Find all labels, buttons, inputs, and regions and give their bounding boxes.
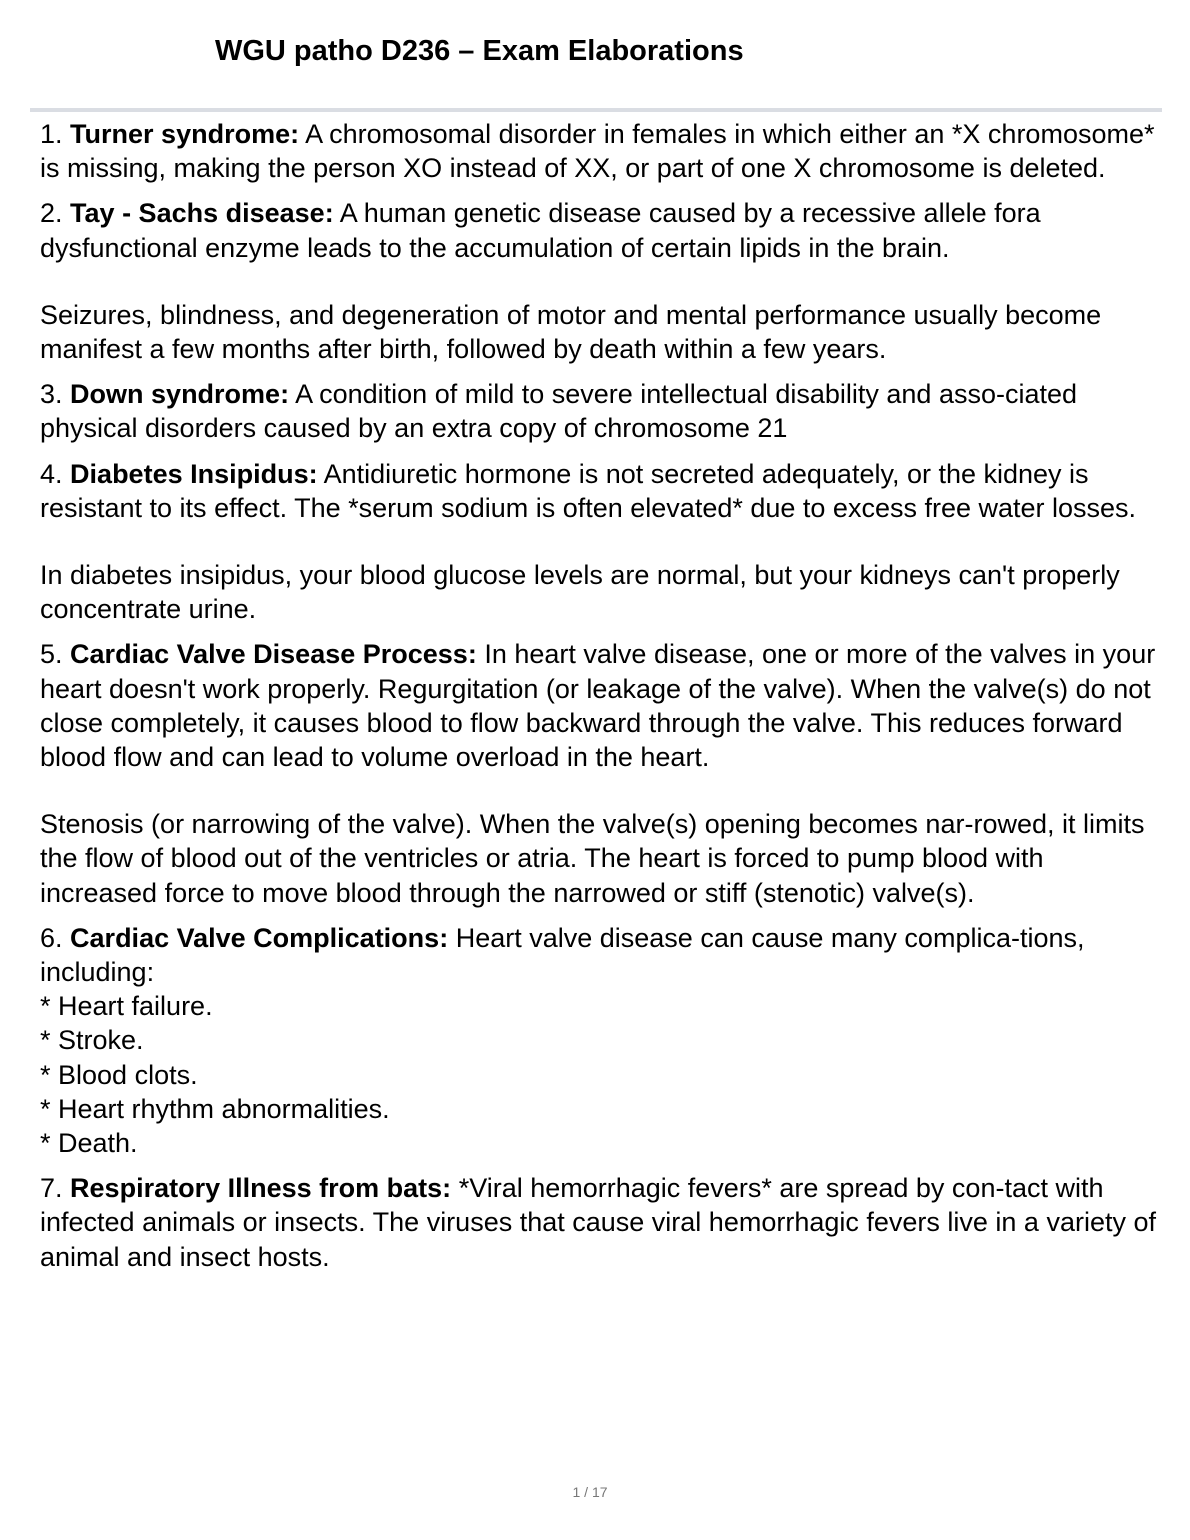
list-item: * Stroke. bbox=[40, 1025, 144, 1056]
entry-term: Diabetes Insipidus: bbox=[70, 458, 318, 489]
entry-number: 4. bbox=[40, 458, 63, 489]
complications-list bbox=[40, 989, 1160, 1160]
entry-cardiac-valve-disease-process bbox=[40, 637, 1160, 909]
entry-paragraph bbox=[40, 1171, 1160, 1274]
entry-paragraph: Stenosis (or narrowing of the valve). When the valve(s) opening becomes nar-rowed, it limits the flow of blood out of the ventricles or atria. The heart is forced to pump blood with increased force to move blood through the narrowed or stiff (stenotic) valve(s). bbox=[40, 809, 1145, 908]
document-title: WGU patho D236 – Exam Elaborations bbox=[215, 35, 744, 67]
title-divider bbox=[30, 108, 1162, 112]
entry-term: Turner syndrome: bbox=[70, 119, 300, 149]
entry-number: 7. bbox=[40, 1173, 63, 1204]
entry-definition: A chromosomal disorder in females in which either an *X chromosome* is missing, making the person XO instead of XX, or part of one X chromosome is deleted. bbox=[40, 119, 1155, 184]
page-indicator: 1 / 17 bbox=[572, 1484, 608, 1500]
entry-term: Down syndrome: bbox=[70, 379, 290, 410]
entry-paragraph bbox=[40, 921, 1160, 989]
entry-respiratory-illness-from-bats bbox=[40, 1171, 1160, 1274]
entry-diabetes-insipidus bbox=[40, 457, 1160, 627]
entry-paragraph bbox=[40, 637, 1160, 774]
list-item: * Blood clots. bbox=[40, 1059, 198, 1090]
entry-paragraph bbox=[40, 377, 1160, 445]
entry-term: Cardiac Valve Disease Process: bbox=[70, 639, 477, 670]
entry-term: Respiratory Illness from bats: bbox=[70, 1173, 452, 1204]
entry-paragraph: In diabetes insipidus, your blood glucose levels are normal, but your kidneys can't properly concentrate urine. bbox=[40, 560, 1120, 625]
entry-tay-sachs-disease bbox=[40, 196, 1160, 366]
entry-number: 3. bbox=[40, 379, 63, 410]
entry-paragraph bbox=[40, 196, 1160, 264]
list-item: * Heart failure. bbox=[40, 991, 213, 1022]
document-body bbox=[40, 117, 1160, 1285]
entry-number: 6. bbox=[40, 922, 63, 953]
entry-definition: A human genetic disease caused by a recessive allele fora dysfunctional enzyme leads to the accumulation of certain lipids in the brain. bbox=[40, 198, 1041, 263]
entry-turner-syndrome bbox=[40, 117, 1160, 185]
list-item: * Heart rhythm abnormalities. bbox=[40, 1093, 390, 1124]
entry-number: 2. bbox=[40, 198, 63, 229]
entry-term: Tay - Sachs disease: bbox=[70, 198, 334, 229]
list-item: * Death. bbox=[40, 1128, 138, 1159]
entry-down-syndrome bbox=[40, 377, 1160, 445]
entry-cardiac-valve-complications bbox=[40, 921, 1160, 1160]
entry-definition: In heart valve disease, one or more of the valves in your heart doesn't work properly. Regurgitation (or leakage of the valve). When the valve(s) do not close completely, it causes blood to flow backward through the valve. This reduces forward blood flow and can lead to volume overload in the heart. bbox=[40, 639, 1156, 773]
entry-number: 5. bbox=[40, 639, 63, 670]
entry-term: Cardiac Valve Complications: bbox=[70, 922, 449, 953]
entry-number: 1. bbox=[40, 119, 63, 149]
entry-paragraph: Seizures, blindness, and degeneration of motor and mental performance usually become manifest a few months after birth, followed by death within a few years. bbox=[40, 299, 1102, 365]
entry-definition: Heart valve disease can cause many complica-tions, including: bbox=[40, 922, 1085, 988]
entry-paragraph bbox=[40, 117, 1160, 185]
entry-definition: *Viral hemorrhagic fevers* are spread by con-tact with infected animals or insects. The viruses that cause viral hemorrhagic fevers live in a variety of animal and insect hosts. bbox=[40, 1173, 1156, 1272]
entry-definition: A condition of mild to severe intellectual disability and asso-ciated physical disorders caused by an extra copy of chromosome 21 bbox=[40, 379, 1078, 444]
entry-definition: Antidiuretic hormone is not secreted adequately, or the kidney is resistant to its effect. The *serum sodium is often elevated* due to excess free water losses. bbox=[40, 458, 1137, 523]
entry-paragraph bbox=[40, 457, 1160, 525]
